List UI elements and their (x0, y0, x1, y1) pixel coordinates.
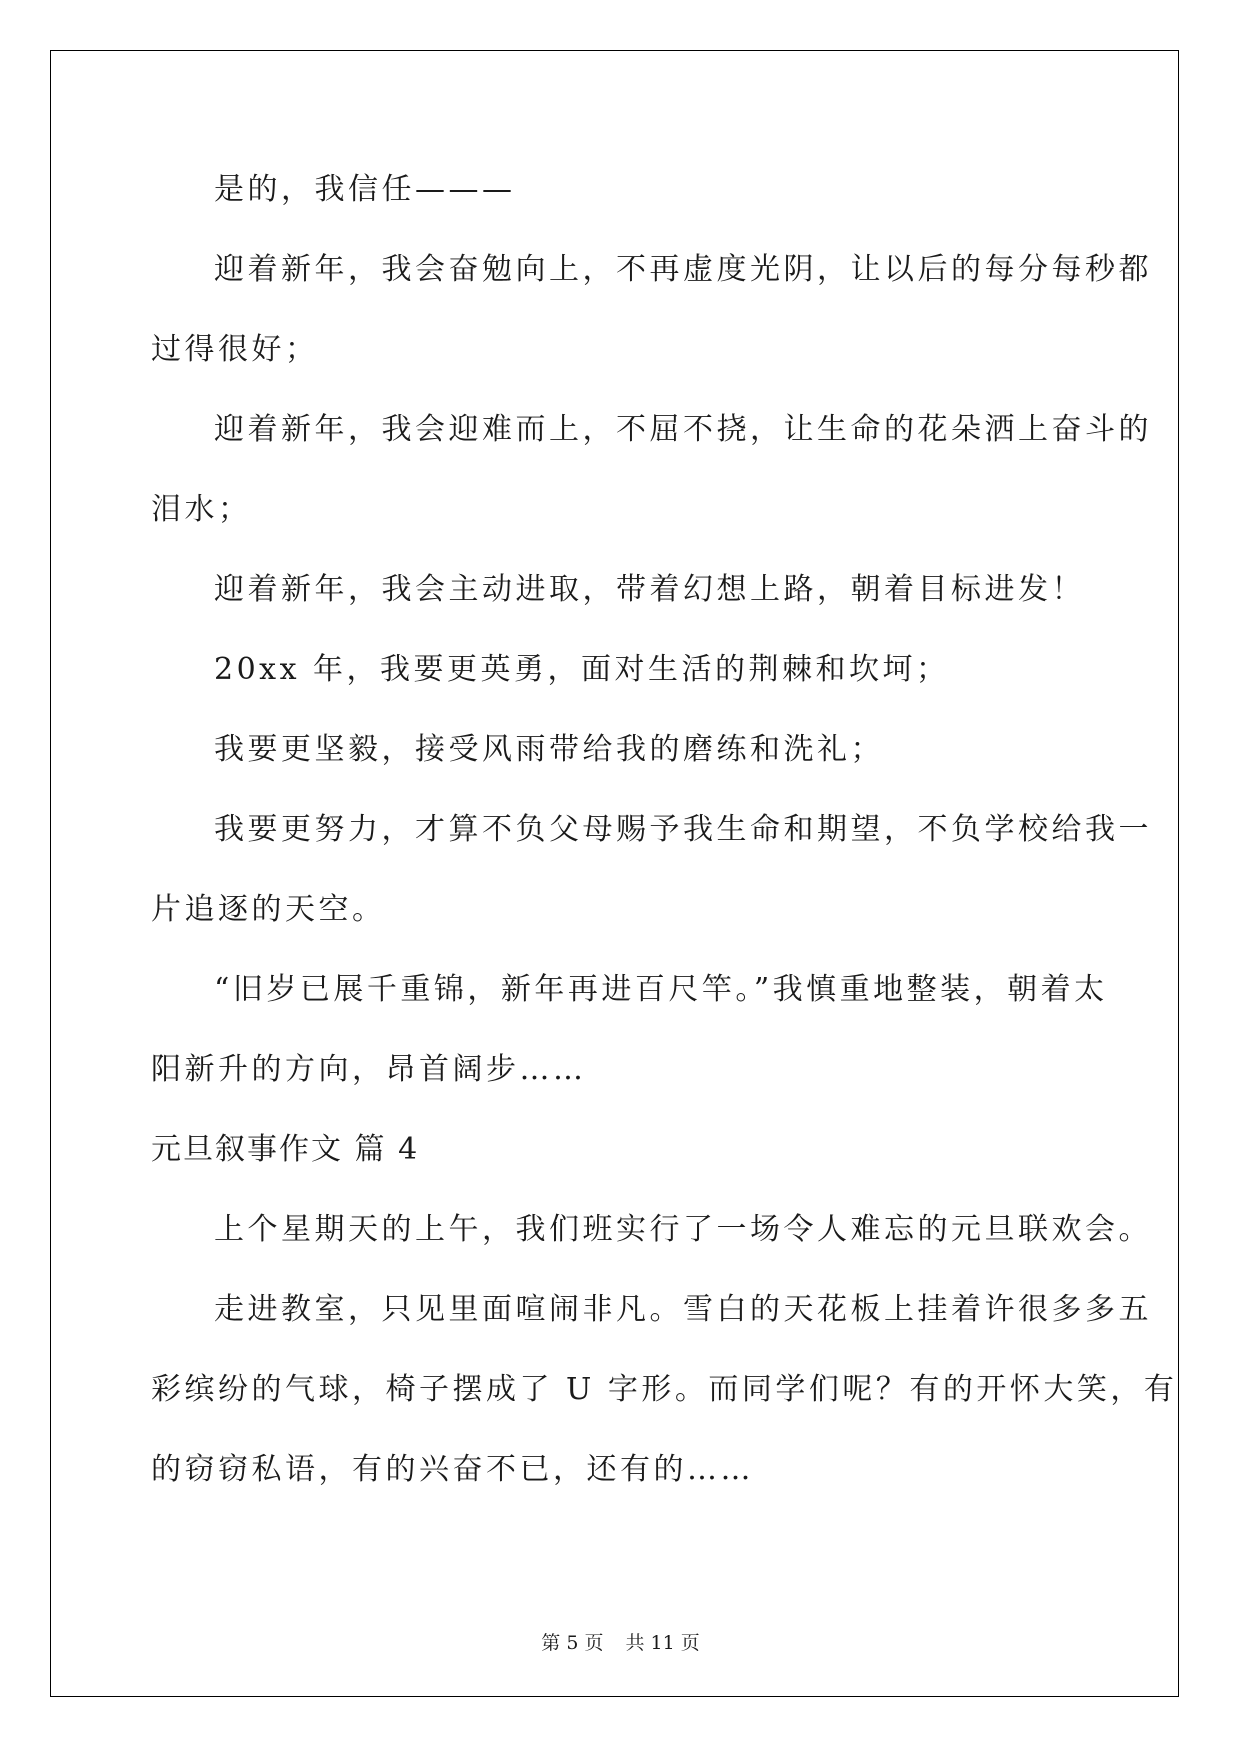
paragraph-line: 上个星期天的上午，我们班实行了一场令人难忘的元旦联欢会。 (214, 1212, 1152, 1247)
page-footer (0, 1628, 1241, 1655)
paragraph-line: 彩缤纷的气球，椅子摆成了 U 字形。而同学们呢？有的开怀大笑，有 (151, 1372, 1178, 1407)
paragraph-line: 我要更努力，才算不负父母赐予我生命和期望，不负学校给我一 (214, 812, 1152, 847)
paragraph-line: 迎着新年，我会奋勉向上，不再虚度光阴，让以后的每分每秒都 (214, 252, 1152, 287)
paragraph-line: 是的，我信任——— (214, 172, 516, 207)
paragraph-line: 20xx 年，我要更英勇，面对生活的荆棘和坎坷； (214, 652, 950, 687)
paragraph-line: 的窃窃私语，有的兴奋不已，还有的…… (151, 1452, 754, 1487)
paragraph-line: 我要更坚毅，接受风雨带给我的磨练和洗礼； (214, 732, 884, 767)
paragraph-line: 迎着新年，我会主动进取，带着幻想上路，朝着目标进发！ (214, 572, 1085, 607)
paragraph-line: 阳新升的方向，昂首阔步…… (151, 1052, 587, 1087)
paragraph-line: 走进教室，只见里面喧闹非凡。雪白的天花板上挂着许很多多五 (214, 1292, 1152, 1327)
paragraph-line: “旧岁已展千重锦，新年再进百尺竿。”我慎重地整装，朝着太 (214, 972, 1108, 1007)
section-heading: 元旦叙事作文 篇 4 (151, 1132, 420, 1167)
page-total: 共 11 页 (625, 1632, 700, 1654)
paragraph-line: 泪水； (151, 492, 252, 527)
paragraph-line: 过得很好； (151, 332, 319, 367)
page-number: 第 5 页 (541, 1632, 604, 1654)
paragraph-line: 片追逐的天空。 (151, 892, 386, 927)
paragraph-line: 迎着新年，我会迎难而上，不屈不挠，让生命的花朵洒上奋斗的 (214, 412, 1152, 447)
